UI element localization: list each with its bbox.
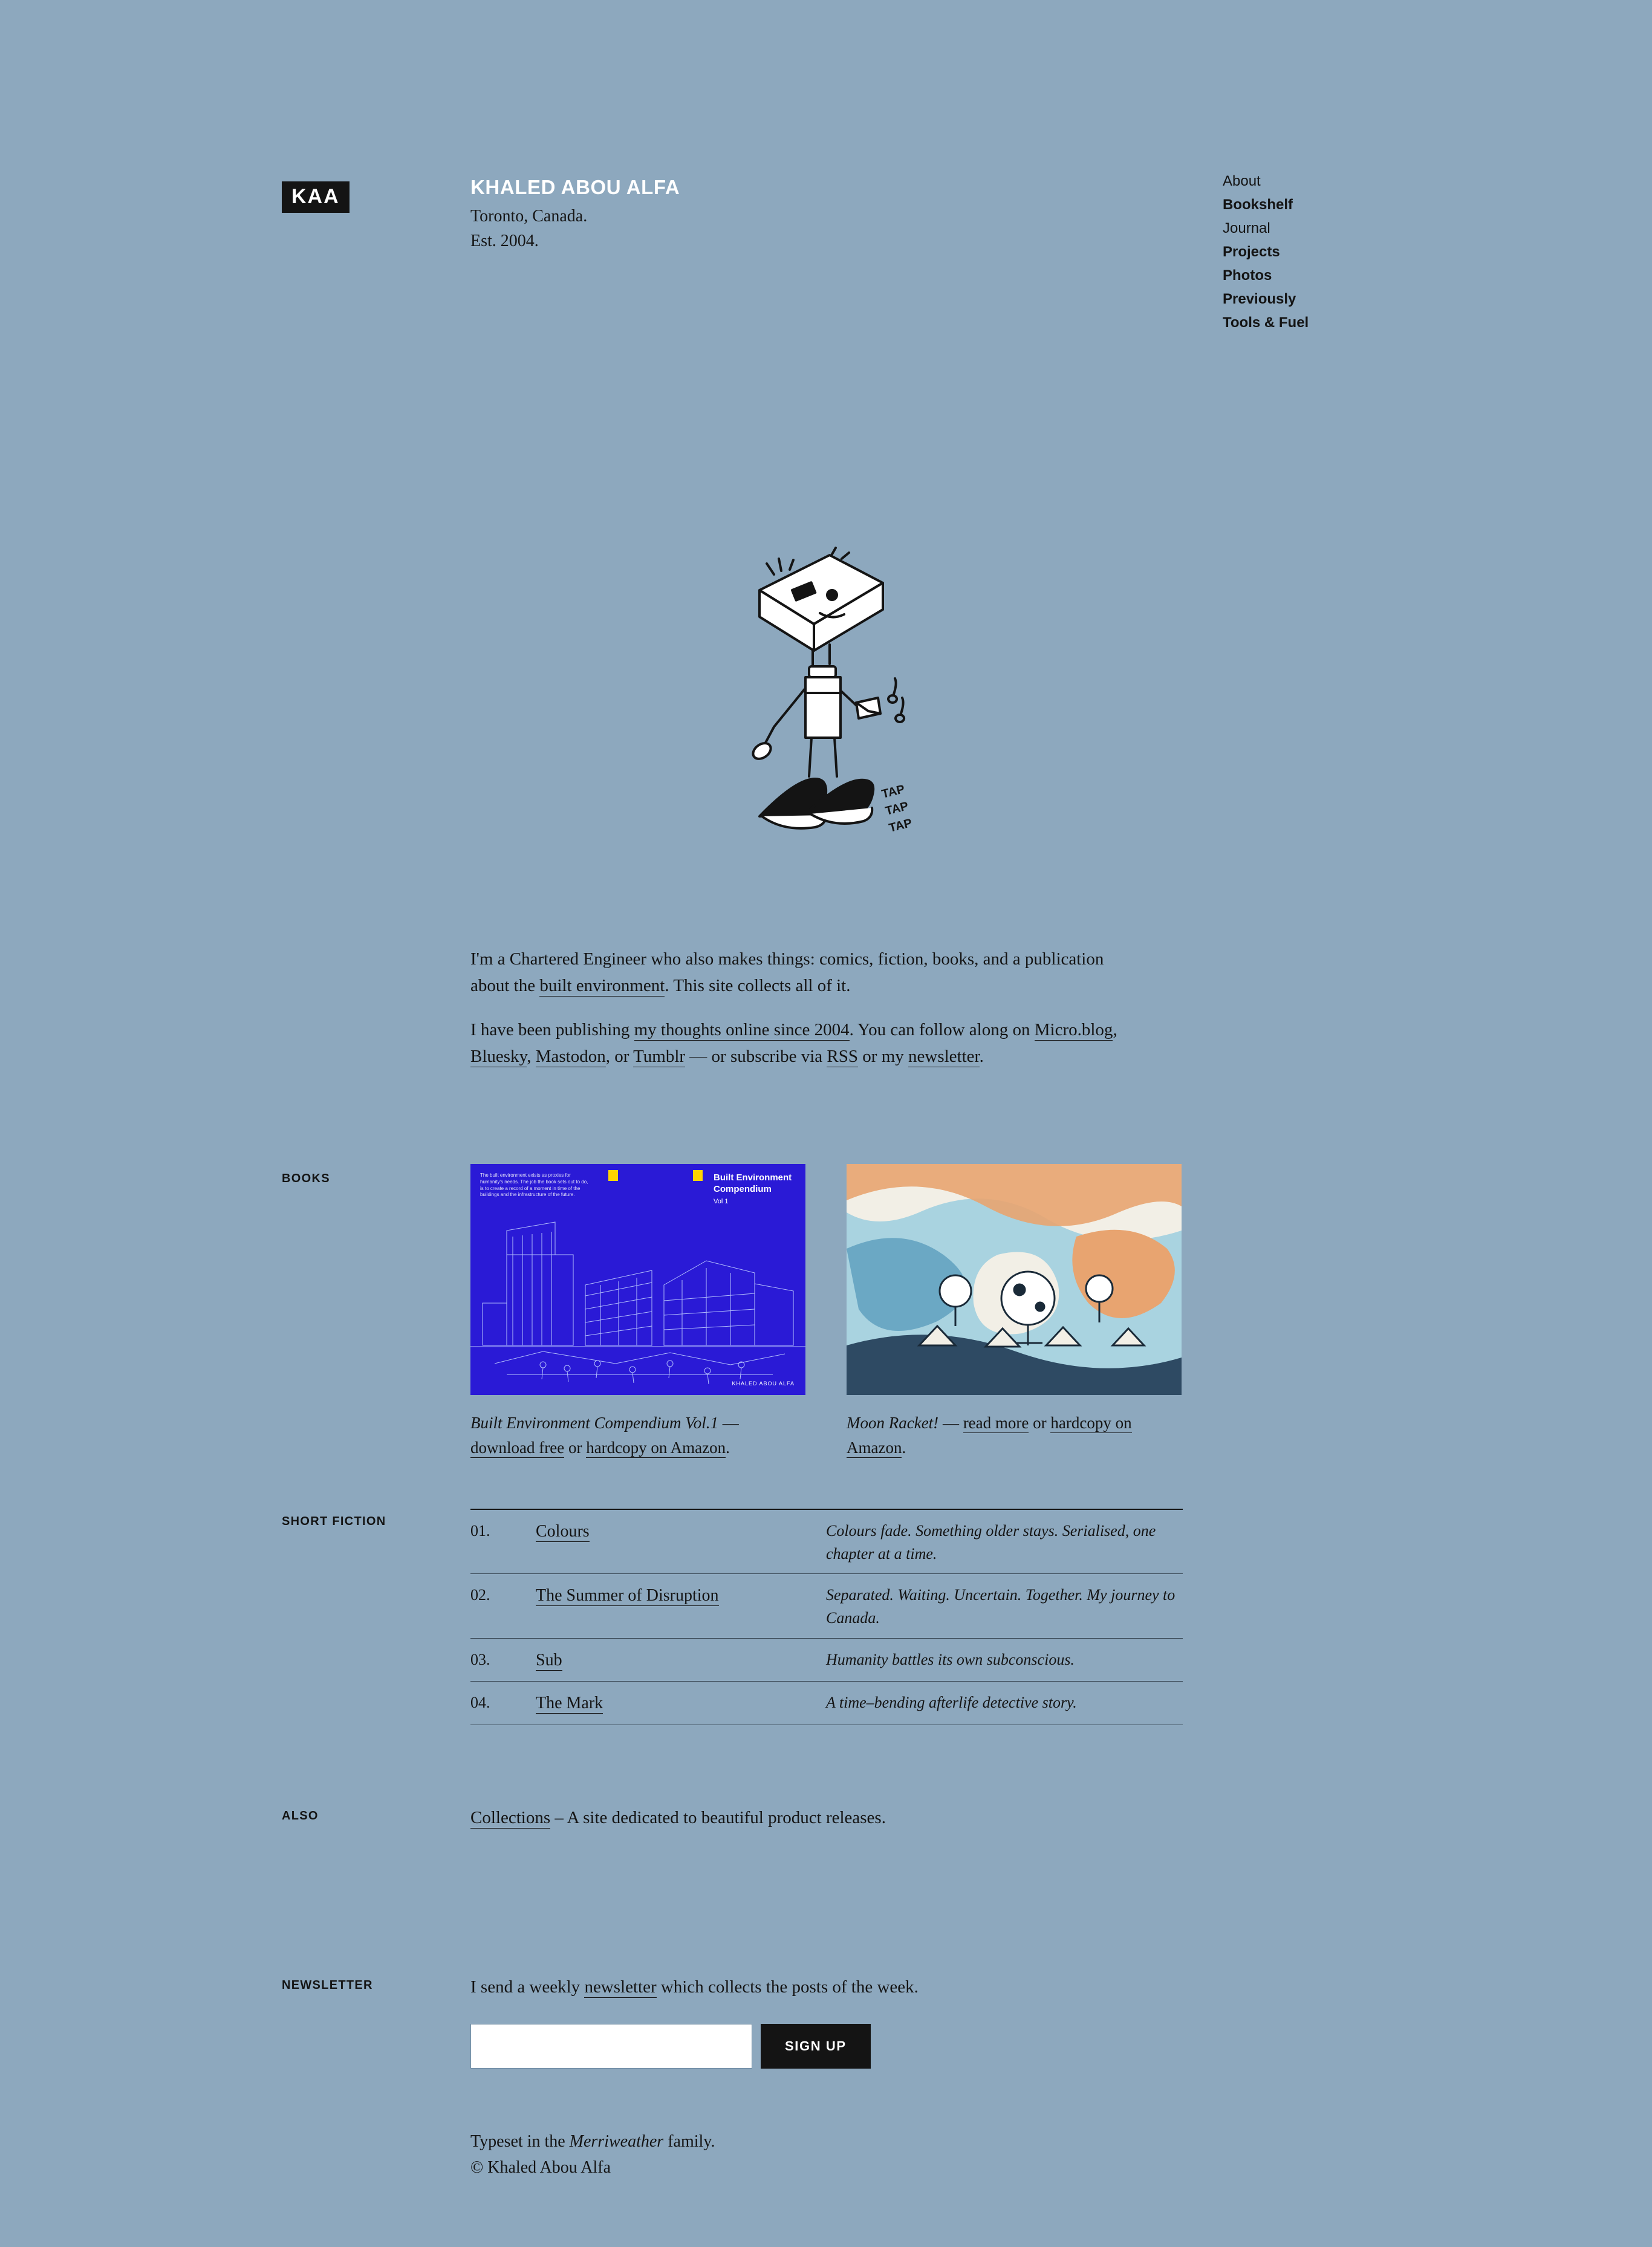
- cover-volume: Vol 1: [714, 1197, 729, 1205]
- book-title: Built Environment Compendium Vol.1: [470, 1414, 718, 1432]
- intro-p2-h: .: [979, 1046, 984, 1066]
- section-label-newsletter: NEWSLETTER: [282, 1979, 373, 1992]
- intro-p2-c: ,: [1113, 1020, 1117, 1039]
- books-section: [470, 1164, 1184, 1460]
- link-story-sub[interactable]: Sub: [536, 1650, 562, 1670]
- nav-item-bookshelf[interactable]: Bookshelf: [1223, 197, 1293, 213]
- row-number: 03.: [470, 1650, 490, 1668]
- intro-p2-b: . You can follow along on: [849, 1020, 1035, 1039]
- link-story-the-mark[interactable]: The Mark: [536, 1694, 603, 1713]
- colophon-font-name: Merriweather: [569, 2132, 664, 2151]
- book-caption: [847, 1411, 1182, 1460]
- row-description: Humanity battles its own subconscious.: [826, 1650, 1075, 1668]
- row-title: [536, 1520, 826, 1544]
- book-dash: —: [938, 1414, 963, 1432]
- link-read-more[interactable]: read more: [963, 1414, 1029, 1432]
- email-field[interactable]: [470, 2024, 752, 2069]
- book-item: [847, 1164, 1182, 1460]
- row-number: 04.: [470, 1694, 490, 1712]
- newsletter-text-a: I send a weekly: [470, 1977, 585, 1997]
- book-title: Moon Racket!: [847, 1414, 939, 1432]
- link-built-environment[interactable]: built environment: [539, 975, 665, 995]
- site-location: Toronto, Canada.: [470, 207, 588, 226]
- link-download-free[interactable]: download free: [470, 1438, 565, 1457]
- intro-p2-e: , or: [605, 1046, 634, 1066]
- sfx-tap-2: TAP: [883, 799, 910, 818]
- intro-paragraph-2: [470, 1017, 1136, 1070]
- newsletter-text: [470, 1974, 1184, 2001]
- book-item: [470, 1164, 805, 1460]
- short-fiction-table: [470, 1509, 1183, 1725]
- intro-p2-f: — or subscribe via: [685, 1046, 827, 1066]
- copyright: © Khaled Abou Alfa: [470, 2158, 611, 2177]
- sfx-tap-3: TAP: [887, 816, 914, 835]
- intro-p2-g: or my: [858, 1046, 908, 1066]
- link-tumblr[interactable]: Tumblr: [633, 1046, 686, 1066]
- site-logo[interactable]: KAA: [282, 181, 350, 213]
- section-label-books: BOOKS: [282, 1172, 330, 1185]
- row-title: [536, 1691, 826, 1716]
- row-description: Separated. Waiting. Uncertain. Together. My journey to Canada.: [826, 1586, 1176, 1627]
- row-description: A time–bending afterlife detective story.: [826, 1694, 1077, 1712]
- site-established: Est. 2004.: [470, 231, 539, 250]
- colophon-typeface: [470, 2128, 715, 2154]
- main-nav: [1223, 174, 1309, 339]
- cover-byline: KHALED ABOU ALFA: [732, 1380, 795, 1387]
- intro-p2-d: ,: [527, 1046, 536, 1066]
- nav-item-previously[interactable]: Previously: [1223, 291, 1296, 307]
- robot-illustration: [701, 532, 943, 859]
- book-caption: [470, 1411, 805, 1460]
- book-end: .: [726, 1438, 730, 1457]
- link-newsletter[interactable]: newsletter: [584, 1977, 657, 1997]
- link-story-colours[interactable]: Colours: [536, 1522, 590, 1541]
- row-title: [536, 1584, 826, 1608]
- book-cover-moon-racket[interactable]: [847, 1164, 1182, 1395]
- link-story-summer-of-disruption[interactable]: The Summer of Disruption: [536, 1586, 719, 1605]
- also-section: [470, 1805, 886, 1832]
- intro-text: [470, 946, 1136, 1088]
- intro-p1-b: . This site collects all of it.: [665, 975, 851, 995]
- link-mastodon[interactable]: Mastodon: [535, 1046, 606, 1066]
- row-number: 01.: [470, 1522, 490, 1540]
- nav-item-tools-and-fuel[interactable]: Tools & Fuel: [1223, 314, 1309, 331]
- table-row: [470, 1574, 1183, 1638]
- book-between: or: [564, 1438, 587, 1457]
- page-title: KHALED ABOU ALFA: [470, 176, 680, 198]
- link-microblog[interactable]: Micro.blog: [1034, 1020, 1113, 1039]
- newsletter-form: [470, 2024, 1184, 2069]
- cover-blurb: The built environment exists as proxies for humanity's needs. The job the book sets out to do, is to create a record of a moment in time of the buildings and the infrastructure of the future.: [480, 1172, 588, 1198]
- row-number: 02.: [470, 1586, 490, 1604]
- section-label-short-fiction: SHORT FICTION: [282, 1515, 386, 1528]
- table-row: [470, 1639, 1183, 1682]
- book-between: or: [1029, 1414, 1051, 1432]
- sign-up-button[interactable]: SIGN UP: [761, 2024, 871, 2069]
- site-header: [0, 0, 1652, 375]
- also-text: – A site dedicated to beautiful product releases.: [550, 1808, 886, 1827]
- nav-item-photos[interactable]: Photos: [1223, 267, 1272, 284]
- site-identity: [470, 177, 680, 253]
- row-description: Colours fade. Something older stays. Serialised, one chapter at a time.: [826, 1522, 1156, 1562]
- book-cover-built-environment-compendium[interactable]: [470, 1164, 805, 1395]
- table-row: [470, 1510, 1183, 1574]
- cover-title: Built Environment Compendium: [714, 1172, 792, 1194]
- link-collections[interactable]: Collections: [470, 1808, 551, 1827]
- section-label-also: ALSO: [282, 1809, 319, 1823]
- link-hardcopy-amazon-1[interactable]: hardcopy on Amazon: [586, 1438, 726, 1457]
- colophon-b: family.: [663, 2132, 715, 2151]
- link-bluesky[interactable]: Bluesky: [470, 1046, 527, 1066]
- table-row: [470, 1682, 1183, 1725]
- link-hardcopy-amazon-2[interactable]: hardcopy on Amazon: [847, 1414, 1132, 1457]
- book-dash: —: [718, 1414, 739, 1432]
- newsletter-text-b: which collects the posts of the week.: [656, 1977, 919, 1997]
- intro-p2-a: I have been publishing: [470, 1020, 634, 1039]
- link-newsletter-intro[interactable]: newsletter: [908, 1046, 980, 1066]
- nav-item-about[interactable]: About: [1223, 173, 1261, 189]
- intro-p1-a: I'm a Chartered Engineer who also makes things: comics, fiction, books, and a publication about the: [470, 949, 1104, 995]
- link-thoughts-online[interactable]: my thoughts online since 2004: [634, 1020, 850, 1039]
- colophon: [470, 2128, 715, 2181]
- link-rss[interactable]: RSS: [827, 1046, 859, 1066]
- intro-paragraph-1: [470, 946, 1136, 999]
- colophon-a: Typeset in the: [470, 2132, 570, 2151]
- book-end: .: [902, 1438, 906, 1457]
- nav-item-journal[interactable]: Journal: [1223, 220, 1270, 236]
- nav-item-projects[interactable]: Projects: [1223, 244, 1280, 260]
- newsletter-section: [470, 1974, 1184, 2069]
- sfx-tap-1: TAP: [880, 782, 906, 801]
- row-title: [536, 1648, 826, 1673]
